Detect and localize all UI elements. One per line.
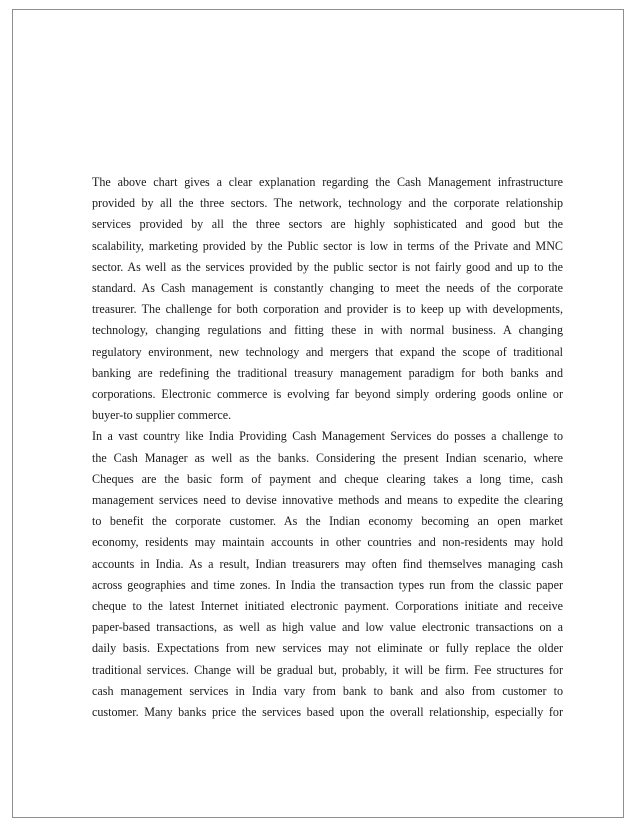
text-line: to benefit the corporate customer. As the Indian economy becoming an open market xyxy=(92,514,563,529)
text-line: banking are redefining the traditional treasury management paradigm for both banks and xyxy=(92,365,563,380)
text-line: sector. As well as the services provided by the public sector is not fairly good and up to the xyxy=(92,259,563,274)
paragraph-cash-management-infrastructure xyxy=(92,172,563,426)
text-line: scalability, marketing provided by the Public sector is low in terms of the Private and MNC xyxy=(92,238,563,253)
text-line: Cheques are the basic form of payment and cheque clearing takes a long time, cash xyxy=(92,471,563,486)
text-line: across geographies and time zones. In India the transaction types run from the classic paper xyxy=(92,577,563,592)
text-line: buyer-to supplier commerce. xyxy=(92,408,232,423)
text-line: customer. Many banks price the services based upon the overall relationship, especially for xyxy=(92,705,563,720)
text-line: provided by all the three sectors. The network, technology and the corporate relationship xyxy=(92,196,563,211)
text-line: In a vast country like India Providing Cash Management Services do posses a challenge to xyxy=(92,429,563,444)
text-line: cash management services in India vary from bank to bank and also from customer to xyxy=(92,683,563,698)
text-line: regulatory environment, new technology and mergers that expand the scope of traditional xyxy=(92,344,563,359)
text-line: traditional services. Change will be gradual but, probably, it will be firm. Fee structures for xyxy=(92,662,563,677)
text-line: corporations. Electronic commerce is evolving far beyond simply ordering goods online or xyxy=(92,387,563,402)
text-line: economy, residents may maintain accounts in other countries and non-residents may hold xyxy=(92,535,563,550)
text-line: treasurer. The challenge for both corporation and provider is to keep up with developments, xyxy=(92,302,563,317)
text-line: the Cash Manager as well as the banks. Considering the present Indian scenario, where xyxy=(92,450,563,465)
text-line: paper-based transactions, as well as high value and low value electronic transactions on a xyxy=(92,620,563,635)
text-line: accounts in India. As a result, Indian treasurers may often find themselves managing cash xyxy=(92,556,563,571)
text-line: services provided by all the three sectors are highly sophisticated and good but the xyxy=(92,217,563,232)
text-line: technology, changing regulations and fitting these in with normal business. A changing xyxy=(92,323,563,338)
text-line: management services need to devise innovative methods and means to expedite the clearing xyxy=(92,493,563,508)
text-line: The above chart gives a clear explanation regarding the Cash Management infrastructure xyxy=(92,175,563,189)
paragraph-india-cash-management xyxy=(92,426,563,723)
text-line: cheque to the latest Internet initiated electronic payment. Corporations initiate and receive xyxy=(92,599,563,614)
text-line: standard. As Cash management is constantly changing to meet the needs of the corporate xyxy=(92,281,563,296)
body-text xyxy=(92,172,563,723)
text-line: daily basis. Expectations from new services may not eliminate or fully replace the older xyxy=(92,641,563,656)
